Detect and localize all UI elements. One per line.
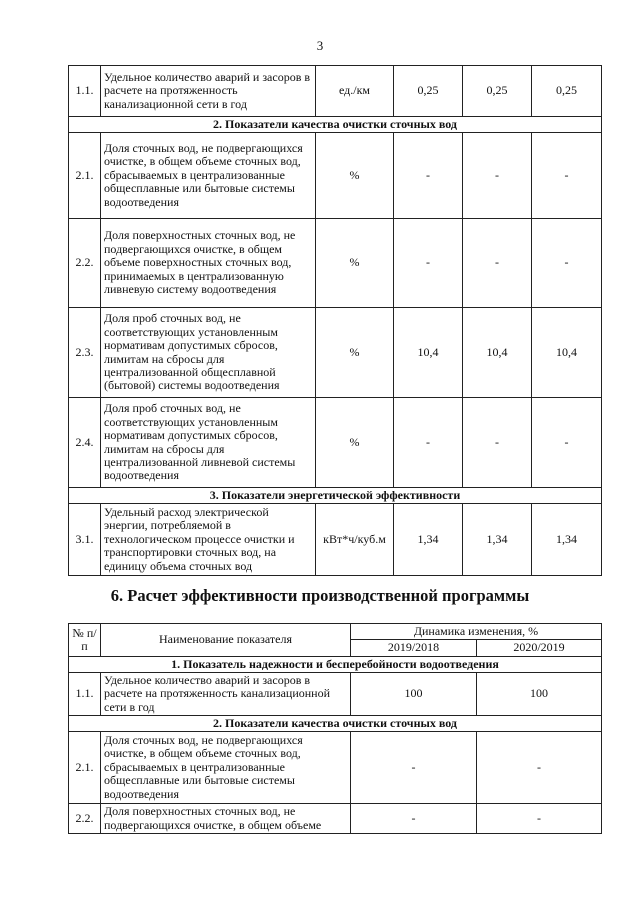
indicator-name: Удельный расход электрической энергии, потребляемой в технологическом процессе очистки и транспортировки сточных вод, на единицу объема сточных вод	[101, 504, 316, 576]
section-title: 2. Показатели качества очистки сточных вод	[69, 117, 602, 133]
row-number: 2.3.	[69, 308, 101, 398]
indicator-name: Доля проб сточных вод, не соответствующих установленным нормативам допустимых сбросов, лимитам на сбросы для централизованной общесплавной (бытовой) системы водоотведения	[101, 308, 316, 398]
value-cell: 10,4	[532, 308, 602, 398]
value-cell: -	[477, 732, 602, 804]
table-row	[69, 732, 602, 804]
value-cell: 100	[477, 672, 602, 715]
table-row	[69, 672, 602, 715]
table-row	[69, 398, 602, 488]
indicator-name: Удельное количество аварий и засоров в расчете на протяженность канализационной сети в год	[101, 672, 351, 715]
value-cell: -	[394, 398, 463, 488]
value-cell: 1,34	[532, 504, 602, 576]
header-row	[69, 624, 602, 640]
row-number: 2.1.	[69, 732, 101, 804]
section-row	[69, 716, 602, 732]
table-row	[69, 66, 602, 117]
section-row	[69, 117, 602, 133]
value-cell: -	[351, 804, 477, 834]
value-cell: 0,25	[463, 66, 532, 117]
value-cell: 0,25	[394, 66, 463, 117]
page-number: 3	[316, 38, 324, 53]
value-cell: -	[463, 398, 532, 488]
value-cell: -	[532, 219, 602, 308]
name-header: Наименование показателя	[101, 624, 351, 657]
section-row	[69, 656, 602, 672]
value-cell: -	[532, 133, 602, 219]
section-title: 3. Показатели энергетической эффективности	[69, 488, 602, 504]
dynamics-header: Динамика изменения, %	[351, 624, 602, 640]
row-number: 1.1.	[69, 66, 101, 117]
row-number: 2.2.	[69, 804, 101, 834]
unit-cell: %	[316, 133, 394, 219]
indicator-name: Удельное количество аварий и засоров в расчете на протяженность канализационной сети в год	[101, 66, 316, 117]
indicator-name: Доля сточных вод, не подвергающихся очистке, в общем объеме сточных вод, сбрасываемых в централизованные общесплавные или бытовые системы водоотведения	[101, 732, 351, 804]
unit-cell: %	[316, 398, 394, 488]
unit-cell: %	[316, 308, 394, 398]
section-heading: 6. Расчет эффективности производственной программы	[110, 586, 530, 605]
year-header: 2020/2019	[477, 640, 602, 656]
efficiency-table	[68, 623, 602, 834]
row-number: 3.1.	[69, 504, 101, 576]
indicator-name: Доля поверхностных сточных вод, не подвергающихся очистке, в общем объеме	[101, 804, 351, 834]
indicator-name: Доля поверхностных сточных вод, не подвергающихся очистке, в общем объеме поверхностных сточных вод, принимаемых в централизованную ливневую систему водоотведения	[101, 219, 316, 308]
row-number: 2.4.	[69, 398, 101, 488]
table-row	[69, 308, 602, 398]
row-number: 1.1.	[69, 672, 101, 715]
value-cell: -	[394, 133, 463, 219]
value-cell: -	[463, 219, 532, 308]
table-row	[69, 133, 602, 219]
value-cell: -	[532, 398, 602, 488]
table-row	[69, 804, 602, 834]
section-title: 1. Показатель надежности и бесперебойности водоотведения	[69, 656, 602, 672]
table-row	[69, 219, 602, 308]
section-title: 2. Показатели качества очистки сточных вод	[69, 716, 602, 732]
indicators-table	[68, 65, 602, 576]
value-cell: 10,4	[394, 308, 463, 398]
value-cell: 1,34	[463, 504, 532, 576]
value-cell: 1,34	[394, 504, 463, 576]
value-cell: 10,4	[463, 308, 532, 398]
unit-cell: кВт*ч/куб.м	[316, 504, 394, 576]
year-header: 2019/2018	[351, 640, 477, 656]
unit-cell: ед./км	[316, 66, 394, 117]
value-cell: -	[463, 133, 532, 219]
value-cell: -	[351, 732, 477, 804]
unit-cell: %	[316, 219, 394, 308]
row-number: 2.1.	[69, 133, 101, 219]
value-cell: 100	[351, 672, 477, 715]
indicator-name: Доля проб сточных вод, не соответствующих установленным нормативам допустимых сбросов, лимитам на сбросы для централизованной ливневой системы водоотведения	[101, 398, 316, 488]
value-cell: 0,25	[532, 66, 602, 117]
table-row	[69, 504, 602, 576]
value-cell: -	[477, 804, 602, 834]
num-header: № п/п	[69, 624, 101, 657]
section-row	[69, 488, 602, 504]
value-cell: -	[394, 219, 463, 308]
indicator-name: Доля сточных вод, не подвергающихся очистке, в общем объеме сточных вод, сбрасываемых в централизованные общесплавные или бытовые системы водоотведения	[101, 133, 316, 219]
row-number: 2.2.	[69, 219, 101, 308]
